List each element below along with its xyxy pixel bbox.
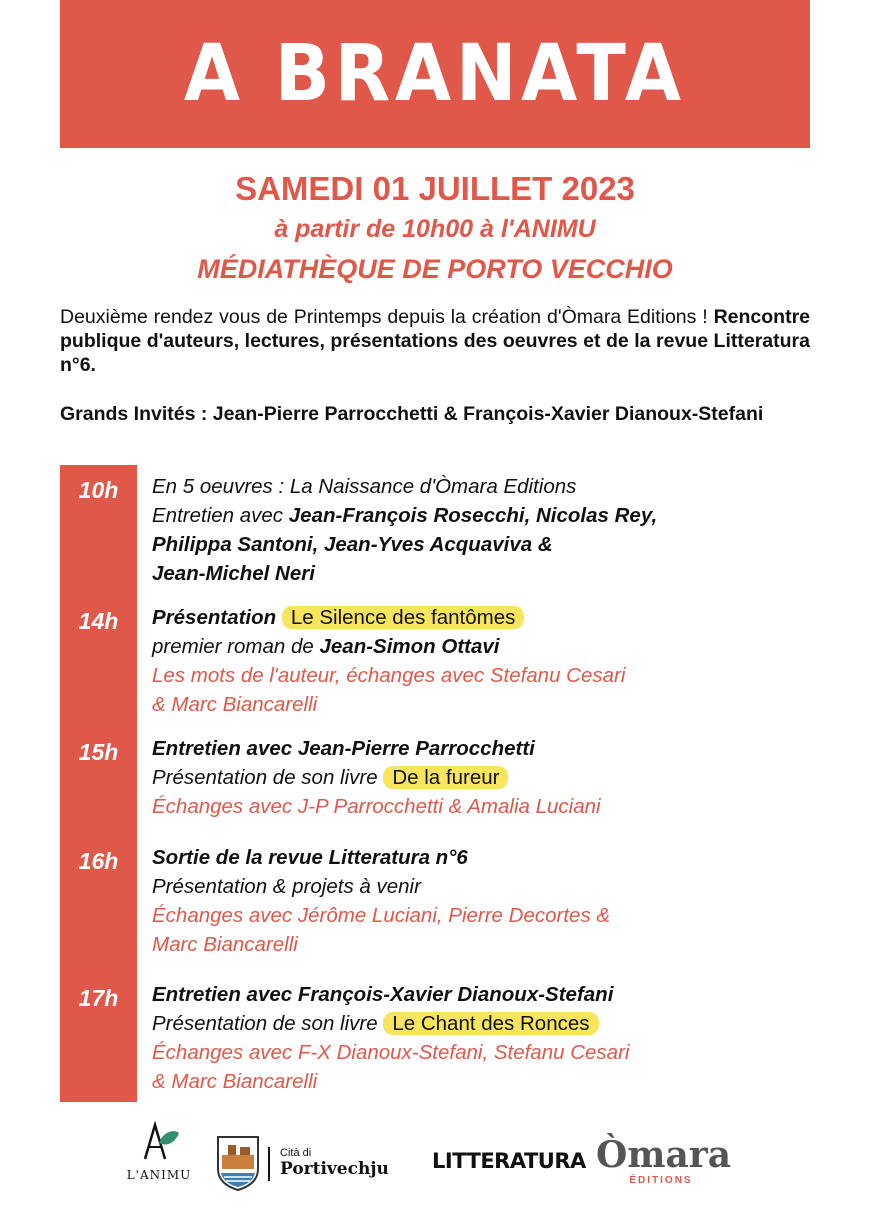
schedule-item-15h [152,734,802,821]
item-names: Jean-Michel Neri [152,562,315,585]
animu-logo [124,1121,194,1182]
item-text: Présentation & projets à venir [152,875,421,898]
item-text: Présentation de son livre [152,1012,378,1035]
litteratura-logo: LITTERATURA [432,1149,586,1173]
omara-wordmark: Òmara [596,1134,732,1176]
item-names: Jean-Simon Ottavi [319,635,500,658]
logo-separator [268,1147,270,1181]
item-title: Sortie de la revue Litteratura n°6 [152,846,468,869]
item-line: En 5 oeuvres : La Naissance d'Òmara Editions [152,475,577,498]
item-exchanges: Échanges avec Jérôme Luciani, Pierre Decortes & [152,904,611,927]
partner-logos [0,1115,870,1219]
guests-line: Grands Invités : Jean-Pierre Parrocchetti & François-Xavier Dianoux-Stefani [60,403,764,425]
schedule-item-14h [152,603,802,719]
event-venue: MÉDIATHÈQUE DE PORTO VECCHIO [197,254,673,284]
intro-text: Deuxième rendez vous de Printemps depuis la création d'Òmara Editions ! [60,306,708,328]
item-exchanges: Échanges avec J-P Parrocchetti & Amalia Luciani [152,795,601,818]
item-title: Entretien avec Jean-Pierre Parrocchetti [152,737,535,760]
item-names: Jean-François Rosecchi, Nicolas Rey, [288,504,658,527]
animu-wordmark: L'ANIMU [126,1168,192,1182]
intro-bold: Rencontre publique d'auteurs, lectures, présentations des oeuvres et de la revue Litteratura n°6. [60,306,811,376]
omara-editions-text: ÉDITIONS [629,1175,693,1186]
item-exchanges: Marc Biancarelli [152,933,298,956]
hour-17h: 17h [78,985,119,1011]
hour-14h: 14h [78,608,119,634]
event-title: A BRANATA [184,29,686,119]
item-exchanges: Échanges avec F-X Dianoux-Stefani, Stefanu Cesari [152,1041,630,1064]
book-title-highlight: De la fureur [383,766,508,789]
item-title: Entretien avec François-Xavier Dianoux-Stefani [152,983,614,1006]
omara-logo [596,1134,732,1186]
schedule-item-16h [152,843,802,959]
item-names: Philippa Santoni, Jean-Yves Acquaviva & [152,533,553,556]
item-exchanges: & Marc Biancarelli [152,1070,318,1093]
portivechju-small-text: Cità di [280,1147,312,1159]
hour-16h: 16h [78,848,119,874]
portivechju-logo [216,1133,416,1193]
schedule-item-10h [152,472,802,588]
item-exchanges: & Marc Biancarelli [152,693,318,716]
event-time: à partir de 10h00 à l'ANIMU [274,215,596,243]
schedule-item-17h [152,980,802,1096]
hour-10h: 10h [78,477,119,503]
book-title-highlight: Le Silence des fantômes [282,606,525,629]
item-text: Entretien avec [152,504,284,527]
event-date: SAMEDI 01 JUILLET 2023 [235,170,635,207]
hour-15h: 15h [78,739,119,765]
portivechju-wordmark: Portivechju [280,1159,389,1179]
intro-paragraph [60,305,810,377]
item-text: Présentation de son livre [152,766,378,789]
item-exchanges: Les mots de l'auteur, échanges avec Stefanu Cesari [152,664,626,687]
item-title: Présentation [152,606,277,629]
title-banner [60,0,810,148]
animu-leaf-icon [137,1121,181,1161]
book-title-highlight: Le Chant des Ronces [383,1012,598,1035]
city-crest-icon [216,1133,260,1191]
item-text: premier roman de [152,635,314,658]
